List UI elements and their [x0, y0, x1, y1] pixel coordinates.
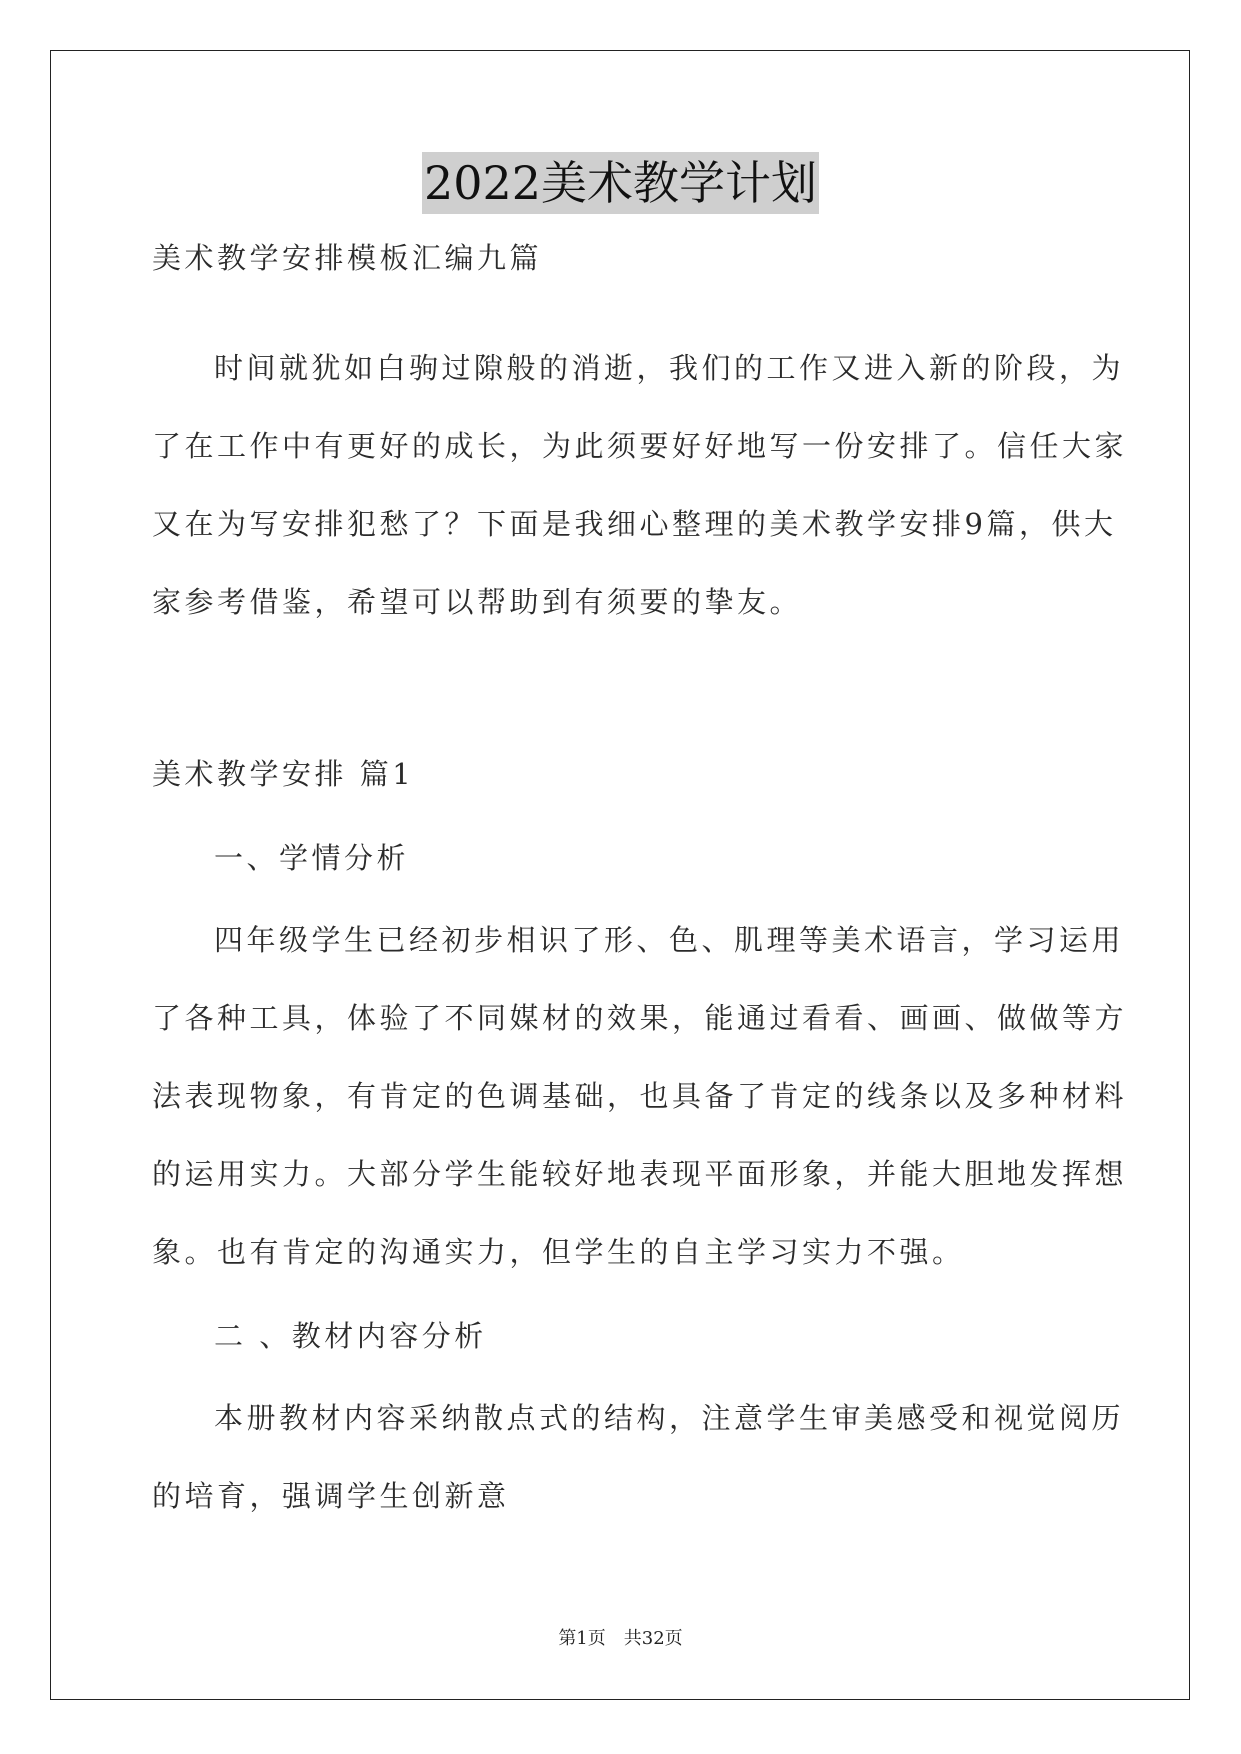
intro-line-4: 家参考借鉴，希望可以帮助到有须要的挚友。: [152, 585, 803, 619]
part1-line-5: 象。也有肯定的沟通实力，但学生的自主学习实力不强。: [152, 1235, 965, 1269]
part1-line-4: 的运用实力。大部分学生能较好地表现平面形象，并能大胆地发挥想: [152, 1157, 1128, 1191]
part2-heading: 二 、教材内容分析: [214, 1319, 487, 1353]
part2-line-1: 本册教材内容采纳散点式的结构，注意学生审美感受和视觉阅历: [214, 1401, 1125, 1435]
intro-line-3: 又在为写安排犯愁了？下面是我细心整理的美术教学安排9篇，供大: [152, 507, 1117, 541]
intro-line-2: 了在工作中有更好的成长，为此须要好好地写一份安排了。信任大家: [152, 429, 1128, 463]
intro-line-1: 时间就犹如白驹过隙般的消逝，我们的工作又进入新的阶段，为: [214, 351, 1125, 385]
part1-heading: 一、学情分析: [214, 841, 410, 875]
section-heading: 美术教学安排 篇1: [152, 757, 415, 791]
part1-line-1: 四年级学生已经初步相识了形、色、肌理等美术语言，学习运用: [214, 923, 1125, 957]
part2-line-2: 的培育，强调学生创新意: [152, 1479, 510, 1513]
page-number-footer: 第1页 共32页: [558, 1628, 683, 1649]
document-title: 2022美术教学计划: [422, 152, 819, 214]
title-container: [0, 152, 1241, 214]
document-subtitle: 美术教学安排模板汇编九篇: [152, 241, 543, 275]
part1-line-2: 了各种工具，体验了不同媒材的效果，能通过看看、画画、做做等方: [152, 1001, 1128, 1035]
part1-line-3: 法表现物象，有肯定的色调基础，也具备了肯定的线条以及多种材料: [152, 1079, 1128, 1113]
